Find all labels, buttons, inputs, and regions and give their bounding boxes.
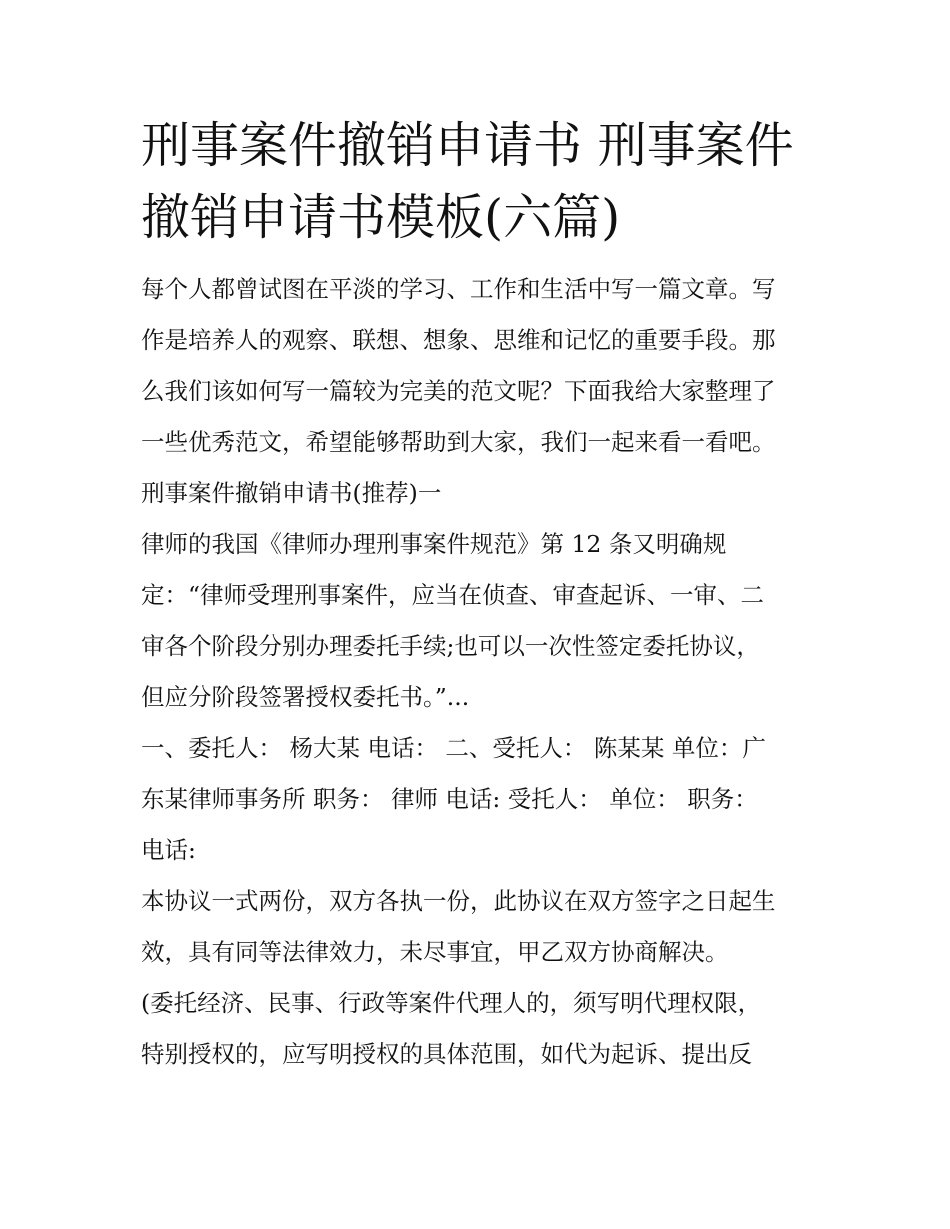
quote-line-3: 审各个阶段分别办理委托手续;也可以一次性签定委托协议， — [141, 632, 760, 660]
note-paragraph — [141, 978, 821, 1080]
intro-line-4: 一些优秀范文，希望能够帮助到大家，我们一起来看一看吧。 — [141, 428, 776, 456]
intro-line-3: 么我们该如何写一篇较为完美的范文呢？下面我给大家整理了 — [141, 377, 776, 405]
quote-paragraph — [141, 519, 821, 723]
parties-line-2: 东某律师事务所 职务： 律师 电话: 受托人： 单位： 职务： — [141, 785, 758, 813]
document-title — [141, 110, 821, 254]
agreement-paragraph — [141, 876, 821, 978]
title-line-1: 刑事案件撤销申请书 刑事案件 — [141, 117, 794, 174]
intro-line-1: 每个人都曾试图在平淡的学习、工作和生活中写一篇文章。写 — [141, 275, 776, 303]
agreement-line-2: 效，具有同等法律效力，未尽事宜，甲乙双方协商解决。 — [141, 938, 729, 966]
intro-paragraph — [141, 264, 821, 468]
parties-line-3: 电话: — [141, 836, 196, 864]
document-body — [141, 264, 821, 1080]
quote-line-4: 但应分阶段签署授权委托书。”... — [141, 683, 470, 711]
intro-line-2: 作是培养人的观察、联想、想象、思维和记忆的重要手段。那 — [141, 326, 776, 354]
title-line-2: 撤销申请书模板(六篇) — [141, 189, 621, 246]
parties-paragraph — [141, 723, 821, 876]
parties-line-1: 一、委托人： 杨大某 电话： 二、受托人： 陈某某 单位：广 — [141, 734, 766, 762]
quote-line-2: 定：“律师受理刑事案件，应当在侦查、审查起诉、一审、二 — [141, 581, 765, 609]
document-page — [141, 110, 821, 1080]
section-heading: 刑事案件撤销申请书(推荐)一 — [141, 479, 442, 507]
note-line-2: 特别授权的，应写明授权的具体范围，如代为起诉、提出反 — [141, 1040, 752, 1068]
quote-line-1: 律师的我国《律师办理刑事案件规范》第 12 条又明确规 — [141, 530, 727, 558]
note-line-1: (委托经济、民事、行政等案件代理人的，须写明代理权限， — [141, 989, 762, 1017]
agreement-line-1: 本协议一式两份，双方各执一份，此协议在双方签字之日起生 — [141, 887, 776, 915]
